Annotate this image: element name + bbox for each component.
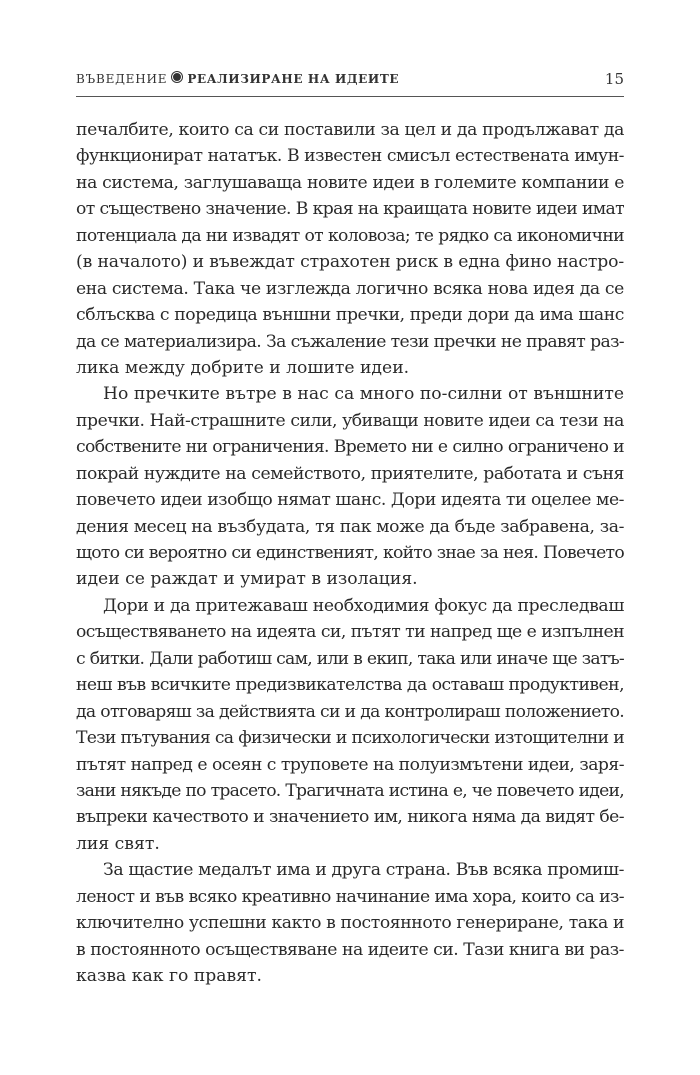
page-number: 15	[604, 70, 624, 88]
text-line: собствените ни ограничения. Времето ни е силно ограничено и	[76, 437, 624, 458]
text-line: осъществяването на идеята си, пътят ти напред ще е изпълнен	[76, 622, 624, 643]
text-line: покрай нуждите на семейството, приятелите, работата и съня	[76, 463, 624, 484]
text-line: За щастие медалът има и друга страна. Във всяка промиш-	[103, 860, 624, 881]
bullet-separator-icon	[172, 72, 182, 82]
text-line: да отговаряш за действията си и да контролираш положението.	[76, 701, 624, 722]
text-line: лика между добрите и лошите идеи.	[76, 357, 410, 378]
paragraph-2	[76, 381, 624, 593]
text-line: лия свят.	[76, 833, 160, 854]
paragraph-4	[76, 857, 624, 989]
running-head	[76, 70, 624, 94]
text-line: на система, заглушаваща новите идеи в големите компании е	[76, 172, 624, 193]
text-line: (в началото) и въвеждат страхотен риск в една фино настро-	[76, 252, 624, 273]
text-line: идеи се раждат и умират в изолация.	[76, 569, 418, 590]
text-line: сблъсква с поредица външни пречки, преди дори да има шанс	[76, 305, 624, 326]
text-line: с битки. Дали работиш сам, или в екип, така или иначе ще затъ-	[76, 648, 624, 669]
paragraph-3	[76, 593, 624, 857]
text-line: леност и във всяко креативно начинание има хора, които са из-	[76, 886, 624, 907]
text-line: зани някъде по трасето. Трагичната истина е, че повечето идеи,	[76, 780, 624, 801]
text-line: Тези пътувания са физически и психологически изтощителни и	[76, 728, 624, 749]
text-line: неш във всичките предизвикателства да оставаш продуктивен,	[76, 675, 624, 696]
text-line: печалбите, които са си поставили за цел и да продължават да	[76, 120, 624, 140]
header-rule	[76, 96, 624, 97]
text-line: пречки. Най-страшните сили, убиващи новите идеи са тези на	[76, 410, 624, 431]
text-line: функционират нататък. В известен смисъл естествената имун-	[76, 146, 624, 167]
text-line: в постоянното осъществяване на идеите си. Тази книга ви раз-	[76, 939, 624, 960]
text-line: казва как го правят.	[76, 966, 262, 986]
section-title: ВЪВЕДЕНИЕ	[76, 72, 168, 86]
body-text	[76, 117, 624, 989]
text-line: потенциала да ни извадят от коловоза; те рядко са икономични	[76, 225, 624, 246]
text-line: дения месец на възбудата, тя пак може да бъде забравена, за-	[76, 516, 624, 537]
text-line: повечето идеи изобщо нямат шанс. Дори идеята ти оцелее ме-	[76, 490, 624, 511]
text-line: пътят напред е осеян с труповете на полуизмътени идеи, заря-	[76, 754, 624, 775]
running-head-title	[76, 72, 399, 86]
text-line: въпреки качеството и значението им, никога няма да видят бе-	[76, 807, 624, 828]
text-line: щото си вероятно си единственият, който знае за нея. Повечето	[76, 543, 624, 563]
paragraph-1	[76, 117, 624, 381]
text-line: да се материализира. За съжаление тези пречки не правят раз-	[76, 331, 624, 352]
text-line: Но пречките вътре в нас са много по-силни от външните	[103, 384, 624, 405]
text-line: ена система. Така че изглежда логично всяка нова идея да се	[76, 278, 624, 299]
chapter-title: РЕАЛИЗИРАНЕ НА ИДЕИТЕ	[187, 72, 400, 86]
text-line: ключително успешни както в постоянното генериране, така и	[76, 913, 624, 934]
text-line: Дори и да притежаваш необходимия фокус да преследваш	[103, 595, 624, 616]
text-line: от съществено значение. В края на краищата новите идеи имат	[76, 199, 624, 220]
